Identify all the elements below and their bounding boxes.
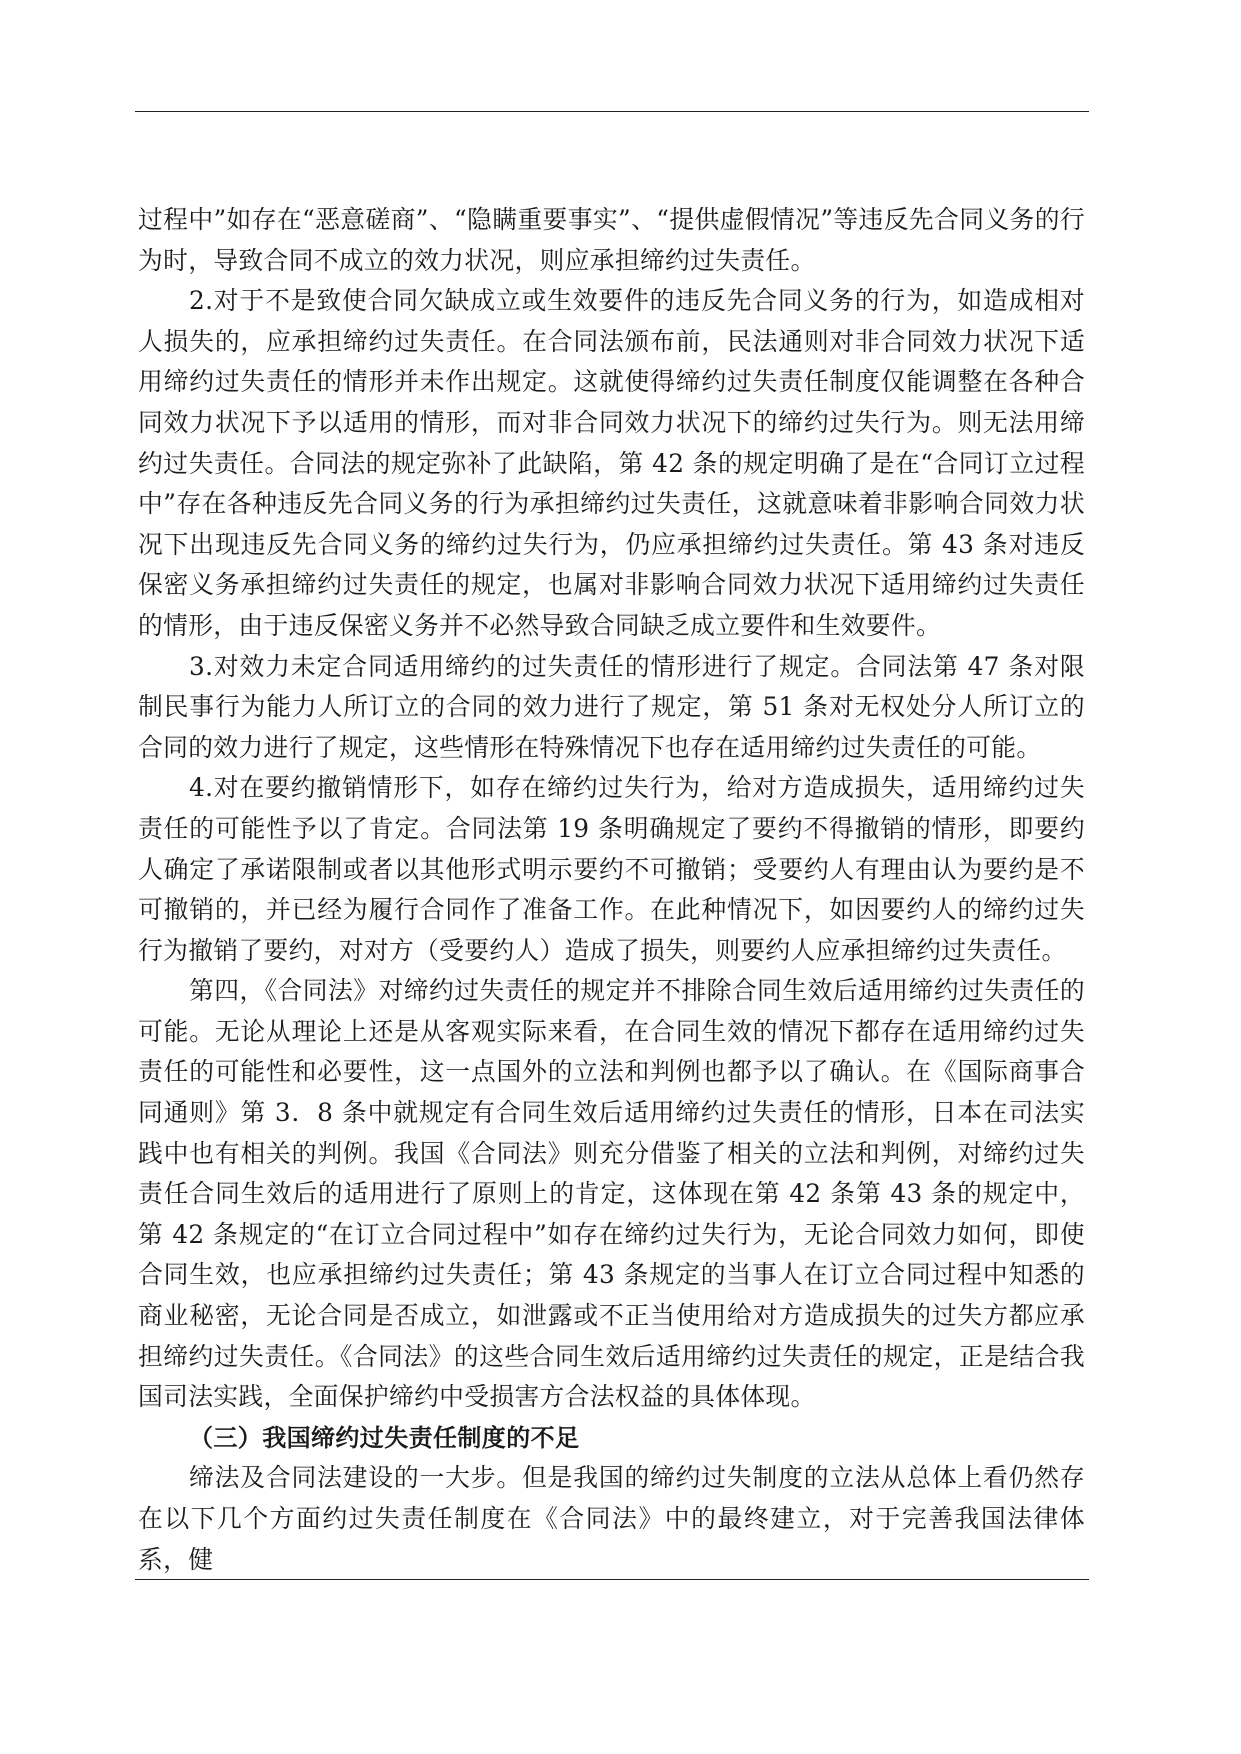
document-body — [138, 200, 1085, 1580]
paragraph-item-2: 2.对于不是致使合同欠缺成立或生效要件的违反先合同义务的行为，如造成相对人损失的，应承担缔约过失责任。在合同法颁布前，民法通则对非合同效力状况下适用缔约过失责任的情形并未作出规定。这就使得缔约过失责任制度仅能调整在各种合同效力状况下予以适用的情形，而对非合同效力状况下的缔约过失行为。则无法用缔约过失责任。合同法的规定弥补了此缺陷，第 42 条的规定明确了是在“合同订立过程中”存在各种违反先合同义务的行为承担缔约过失责任，这就意味着非影响合同效力状况下出现违反先合同义务的缔约过失行为，仍应承担缔约过失责任。第 43 条对违反保密义务承担缔约过失责任的规定，也属对非影响合同效力状况下适用缔约过失责任的情形，由于违反保密义务并不必然导致合同缺乏成立要件和生效要件。 — [138, 286, 1085, 640]
paragraph-closing: 缔法及合同法建设的一大步。但是我国的缔约过失制度的立法从总体上看仍然存在以下几个方面约过失责任制度在《合同法》中的最终建立，对于完善我国法律体系，健 — [138, 1463, 1085, 1574]
header-rule — [135, 111, 1089, 112]
section-heading: （三）我国缔约过失责任制度的不足 — [189, 1423, 580, 1452]
paragraph-continuation: 过程中”如存在“恶意磋商”、“隐瞒重要事实”、“提供虚假情况”等违反先合同义务的行为时，导致合同不成立的效力状况，则应承担缔约过失责任。 — [138, 205, 1085, 275]
paragraph-fourth: 第四，《合同法》对缔约过失责任的规定并不排除合同生效后适用缔约过失责任的可能。无论从理论上还是从客观实际来看，在合同生效的情况下都存在适用缔约过失责任的可能性和必要性，这一点国外的立法和判例也都予以了确认。在《国际商事合同通则》第 3．8 条中就规定有合同生效后适用缔约过失责任的情形，日本在司法实践中也有相关的判例。我国《合同法》则充分借鉴了相关的立法和判例，对缔约过失责任合同生效后的适用进行了原则上的肯定，这体现在第 42 条第 43 条的规定中，第 42 条规定的“在订立合同过程中”如存在缔约过失行为，无论合同效力如何，即使合同生效，也应承担缔约过失责任；第 43 条规定的当事人在订立合同过程中知悉的商业秘密，无论合同是否成立，如泄露或不正当使用给对方造成损失的过失方都应承担缔约过失责任。《合同法》的这些合同生效后适用缔约过失责任的规定，正是结合我国司法实践，全面保护缔约中受损害方合法权益的具体体现。 — [138, 976, 1086, 1412]
paragraph-item-3: 3.对效力未定合同适用缔约的过失责任的情形进行了规定。合同法第 47 条对限制民事行为能力人所订立的合同的效力进行了规定，第 51 条对无权处分人所订立的合同的效力进行了规定，这些情形在特殊情况下也存在适用缔约过失责任的可能。 — [138, 651, 1085, 762]
paragraph-item-4: 4.对在要约撤销情形下，如存在缔约过失行为，给对方造成损失，适用缔约过失责任的可能性予以了肯定。合同法第 19 条明确规定了要约不得撤销的情形，即要约人确定了承诺限制或者以其他形式明示要约不可撤销；受要约人有理由认为要约是不可撤销的，并已经为履行合同作了准备工作。在此种情况下，如因要约人的缔约过失行为撤销了要约，对对方（受要约人）造成了损失，则要约人应承担缔约过失责任。 — [138, 773, 1085, 965]
footer-rule — [135, 1579, 1089, 1580]
